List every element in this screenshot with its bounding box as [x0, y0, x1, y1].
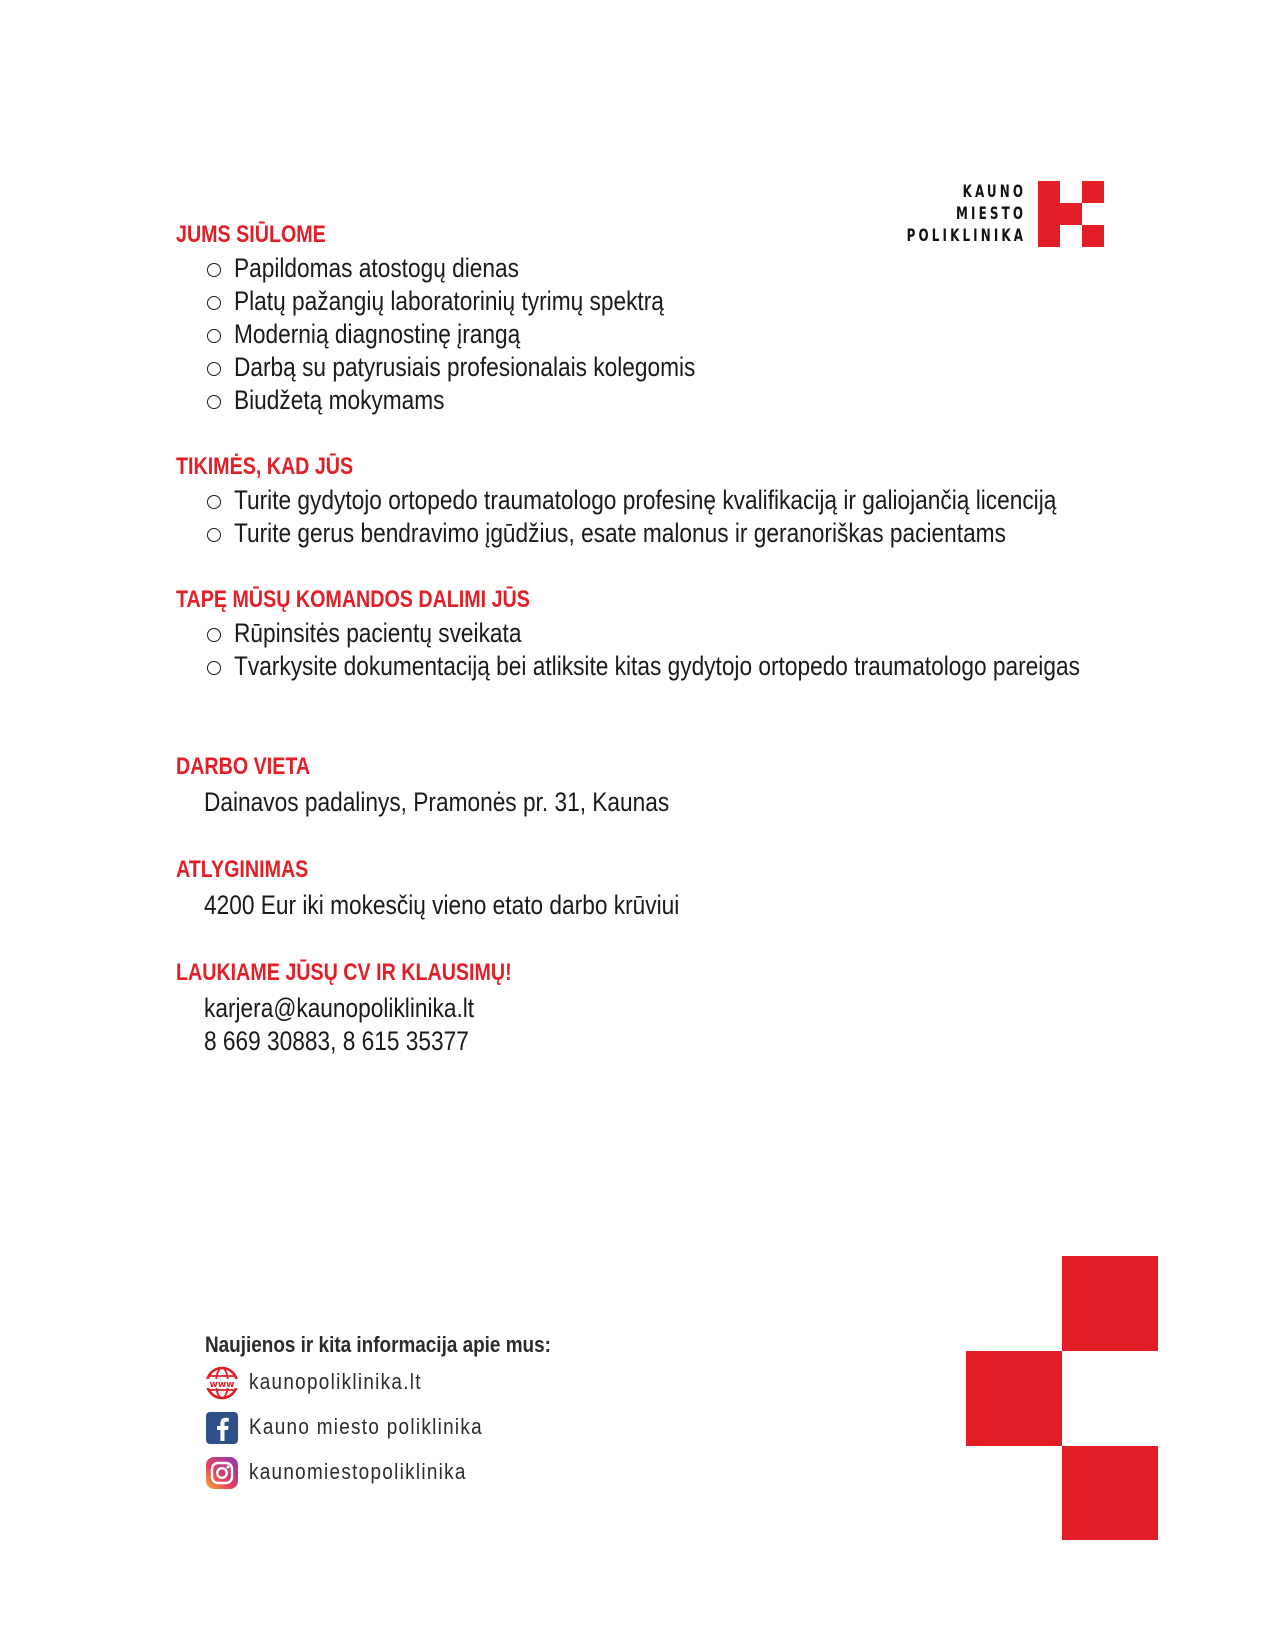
www-globe-icon: [205, 1366, 239, 1400]
section-contacts: [176, 958, 1116, 1058]
instagram-link[interactable]: [205, 1450, 725, 1495]
circle-bullet-icon: [207, 528, 221, 542]
circle-bullet-icon: [207, 661, 221, 675]
circle-bullet-icon: [207, 395, 221, 409]
footer-title: Naujienos ir kita informacija apie mus:: [205, 1332, 551, 1357]
circle-bullet-icon: [207, 495, 221, 509]
offer-list: [176, 252, 1116, 417]
workplace-address: Dainavos padalinys, Pramonės pr. 31, Kaunas: [204, 787, 670, 817]
list-item: Platų pažangių laboratorinių tyrimų spektrą: [176, 285, 1116, 318]
contact-phones: 8 669 30883, 8 615 35377: [204, 1026, 469, 1056]
list-item: Darbą su patyrusiais profesionalais kolegomis: [176, 351, 1116, 384]
list-item: Turite gerus bendravimo įgūdžius, esate malonus ir geranoriškas pacientams: [176, 517, 1116, 550]
section-heading: TAPĘ MŪSŲ KOMANDOS DALIMI JŪS: [176, 586, 530, 613]
section-heading: TIKIMĖS, KAD JŪS: [176, 453, 354, 480]
footer-social: [205, 1330, 725, 1495]
section-heading: LAUKIAME JŪSŲ CV IR KLAUSIMŲ!: [176, 959, 512, 986]
website-label[interactable]: kaunopoliklinika.lt: [249, 1369, 422, 1394]
decorative-squares-icon: [966, 1256, 1158, 1540]
section-offer: [176, 220, 1116, 417]
list-item: Tvarkysite dokumentaciją bei atliksite kitas gydytojo ortopedo traumatologo pareigas: [176, 650, 1114, 683]
list-item: Papildomas atostogų dienas: [176, 252, 1116, 285]
list-item: Rūpinsitės pacientų sveikata: [176, 617, 1116, 650]
section-heading: ATLYGINIMAS: [176, 856, 309, 883]
list-item: Modernią diagnostinę įrangą: [176, 318, 1116, 351]
expect-list: [176, 484, 1116, 550]
circle-bullet-icon: [207, 362, 221, 376]
facebook-icon: [205, 1411, 239, 1445]
circle-bullet-icon: [207, 296, 221, 310]
circle-bullet-icon: [207, 263, 221, 277]
section-heading: JUMS SIŪLOME: [176, 221, 326, 248]
logo-text: KAUNO MIESTO POLIKLINIKA: [906, 182, 1026, 246]
svg-text:www: www: [209, 1380, 235, 1390]
section-duties: [176, 585, 1116, 683]
list-item: Turite gydytojo ortopedo traumatologo profesinę kvalifikaciją ir galiojančią licenciją: [176, 484, 1116, 517]
website-link[interactable]: [205, 1360, 725, 1405]
facebook-link[interactable]: [205, 1405, 725, 1450]
duties-list: [176, 617, 1116, 683]
section-heading: DARBO VIETA: [176, 753, 311, 780]
instagram-label[interactable]: kaunomiestopoliklinika: [249, 1459, 467, 1484]
contact-email[interactable]: karjera@kaunopoliklinika.lt: [204, 993, 475, 1023]
circle-bullet-icon: [207, 329, 221, 343]
instagram-icon: [205, 1456, 239, 1490]
section-salary: [176, 855, 1116, 922]
list-item: Biudžetą mokymams: [176, 384, 1116, 417]
circle-bullet-icon: [207, 628, 221, 642]
salary-text: 4200 Eur iki mokesčių vieno etato darbo krūviui: [204, 890, 680, 920]
facebook-label[interactable]: Kauno miesto poliklinika: [249, 1414, 483, 1439]
section-expect: [176, 452, 1116, 550]
section-workplace: [176, 752, 1116, 819]
